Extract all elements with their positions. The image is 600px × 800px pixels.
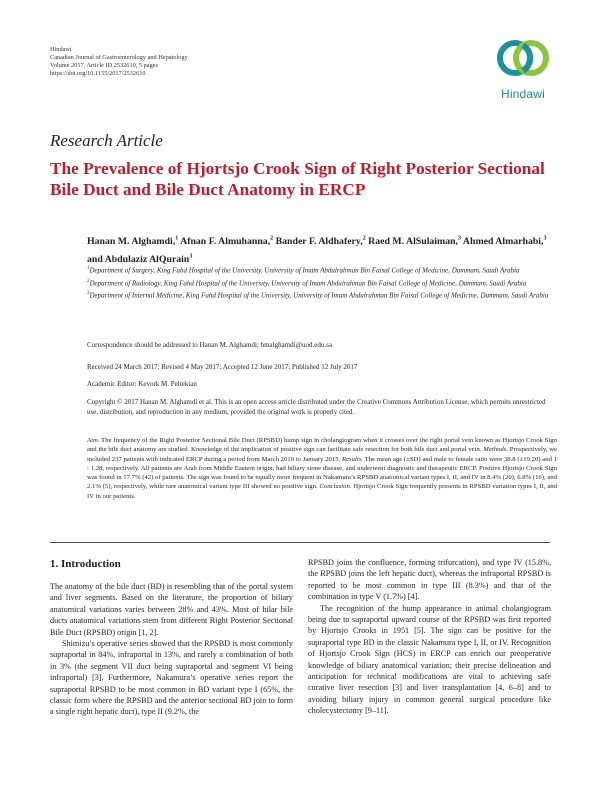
author-list: [87, 232, 557, 267]
affiliation-1: $^1$Department of Surgery, King Fahd Hospital of the University, University of Imam Abdulrahman Bin Faisal College of Medicine, Dammam, Saudi Arabia: [87, 266, 520, 275]
author-5: Ahmed Almarhabi,$^3$: [462, 236, 547, 248]
body-paragraph: The recognition of the hump appearance in animal cholangiogram being due to supraportal upward course of the RPSBD was first reported by Hjortsjo Crooks in 1951 [5]. The sign can be positive for the supraportal type BD in the classic Nakamura type I, II, or IV. Recognition of Hjortsjo Crook Sign (HCS) in ERCP can enrich our preoperative knowledge of biliary anatomical variation; their precise delineation and anticipation for technical modifications are vital to achieving safe curative liver resection [3] and liver transplantation [4, 6–8] and to avoiding biliary injury in common general surgical procedure like cholecystectomy [9–11].: [308, 603, 551, 716]
section-divider: [50, 542, 550, 543]
author-3: Bander F. Aldhafery,$^2$: [275, 236, 366, 248]
abstract: [87, 436, 557, 501]
author-4: Raed M. AlSulaiman,$^3$: [368, 236, 461, 248]
abstract-conclusion-label: Conclusion.: [319, 483, 352, 491]
academic-editor: Academic Editor: Kevork M. Peltekian: [87, 380, 197, 388]
abstract-aim-label: Aim.: [87, 437, 100, 444]
publisher-name: Hindawi: [50, 46, 72, 53]
article-title: The Prevalence of Hjortsjo Crook Sign of Right Posterior Sectional Bile Duct and Bile Duct Anatomy in ERCP: [50, 159, 545, 199]
hindawi-logo: [494, 33, 564, 113]
hindawi-logo-text: Hindawi: [500, 87, 546, 101]
affiliation-2: $^2$Department of Radiology, King Fahd Hospital of the University, University of Imam Abdulrahman Bin Faisal College of Medicine, Dammam, Saudi Arabia: [87, 278, 527, 287]
author-2: Afnan F. Almuhanna,$^2$: [180, 236, 274, 248]
body-paragraph: RPSBD joins the confluence, forming trifurcation), and type IV (15.8%, the RPSBD joins the left hepatic duct), whereas the infraportal RPSBD is reported to be most common in type III (8.3%) and that of the combination in type V (1.7%) [4].: [308, 558, 551, 602]
article-type: Research Article: [50, 131, 163, 150]
journal-header: [50, 46, 410, 78]
copyright-notice: Copyright © 2017 Hanan M. Alghamdi et al. This is an open access article distributed under the Creative Commons Attribution License, which permits unrestricted use, distribution, and reproduction in any medium, provided the original work is properly cited.: [87, 398, 546, 416]
abstract-methods: Prospectively, we included 237 patients with indicated ERCP during a period from March 2010 to January 2015.: [87, 446, 558, 463]
journal-name: Canadian Journal of Gastroenterology and Hepatology: [50, 54, 188, 61]
publication-dates: Received 24 March 2017; Revised 4 May 2017; Accepted 12 June 2017; Published 12 July 2017: [87, 363, 358, 371]
author-1: Hanan M. Alghamdi,$^1$: [87, 236, 179, 248]
doi-link[interactable]: https://doi.org/10.1155/2017/2532610: [50, 70, 146, 77]
body-paragraph: The anatomy of the bile duct (BD) is resembling that of the portal system and liver segments. Based on the literature, the proportion of biliary anatomical variations varies between 28% and 43%. Most of hilar bile ducts anatomical variations stem from different Right Posterior Sectional Bile Duct (RPSBD) origin [1, 2].: [50, 582, 293, 637]
affiliation-list: [87, 264, 557, 302]
affiliation-3: $^3$Department of Internal Medicine, King Fahd Hospital of the University, University of Imam Abdulrahman Bin Faisal College of Medicine, Dammam, Saudi Arabia: [87, 291, 549, 300]
volume-info: Volume 2017, Article ID 2532610, 5 pages: [50, 62, 158, 69]
abstract-methods-label: Methods.: [483, 446, 508, 454]
body-column-right: [308, 557, 551, 717]
abstract-aim: The frequency of the Right Posterior Sectional Bile Duct (RPSBD) hump sign in cholangiogram when it crosses over the right portal vein known as Hjortsjo Crook Sign and the bile duct anatomy are studied. Knowledge of the implication of positive sign can facilitate safe resection for both bile duct and portal vein.: [87, 437, 557, 454]
body-column-left: [50, 581, 293, 718]
hindawi-logo-icon: [494, 33, 552, 85]
body-paragraph: Shimizu’s operative series showed that the RPSBD is most commonly supraportal in 84%, infraportal in 13%, and rarely a combination of both in 3% (the segment VII duct being supraportal and segment VI being infraportal) [3]. Furthermore, Nakamura’s operative series report the supraportal RPSBD to be most common in BD variant type I (65%, the classic form where the RPSBD and the anterior sectional BD join to form a single right hepatic duct), type II (9.2%, the: [50, 639, 293, 717]
abstract-results: The mean age (±SD) and male to female ratio were 38.8 (±19.20) and 1 : 1.28, respectively. All patients are Arab from Middle Eastern origin, had biliary stone disease, and underwent diagnostic and therapeutic ERCP. Positive Hjortsjo Crook Sign was found in 17.7% (42) of patients. The sign was found to be equally more frequent in Nakamura’s RPSBD anatomical variant types I, II, and IV in 8.4% (20), 6.8% (16), and 2.1% (5), respectively, while rare anatomical variant type III showed no positive sign.: [87, 455, 557, 491]
abstract-conclusion: Hjortsjo Crook Sign frequently presents in RPSBD variation types I, II, and IV in our patients.: [87, 483, 557, 500]
author-6: and Abdulaziz AlQurain$^3$: [87, 253, 193, 265]
abstract-results-label: Results.: [341, 455, 363, 463]
introduction-heading: 1. Introduction: [50, 558, 121, 570]
correspondence-note: Correspondence should be addressed to Hanan M. Alghamdi; hmalghamdi@uod.edu.sa: [87, 341, 332, 349]
